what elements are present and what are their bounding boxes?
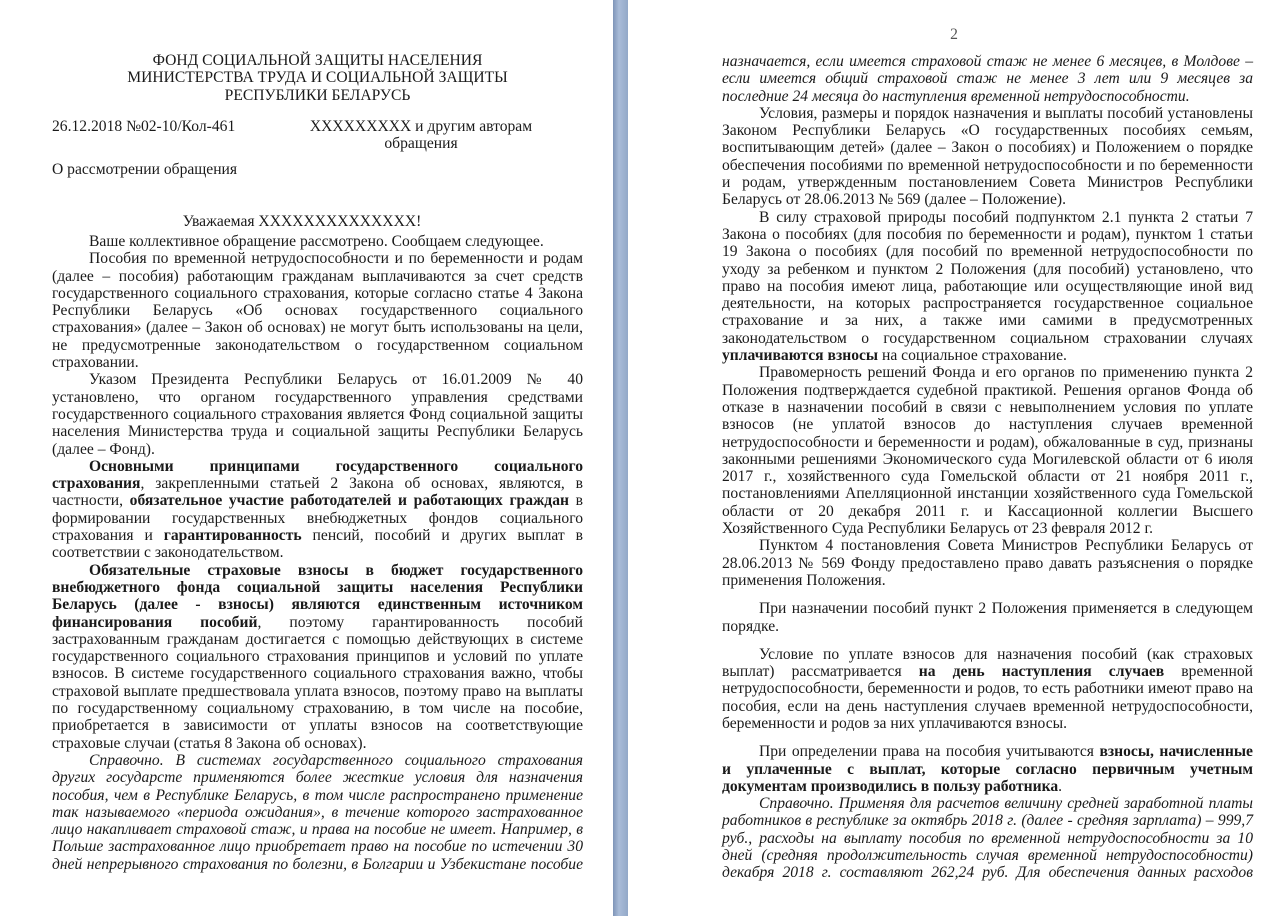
paragraph (722, 600, 1253, 635)
text-run: Указом Президента Республики Беларусь от 16.01.2009 № 40 установлено, что органом государственного управления средствами государственного социального страхования является Фонд социальной защиты населения Министерства труда и социальной защиты Республики Беларусь (далее – Фонд). (52, 371, 583, 458)
header-line: МИНИСТЕРСТВА ТРУДА И СОЦИАЛЬНОЙ ЗАЩИТЫ (127, 69, 508, 87)
text-run: в формировании государственных внебюджетных фондов социального страхования и (52, 492, 583, 545)
paragraph (52, 562, 583, 752)
paragraph (722, 364, 1253, 537)
text-run: временной нетрудоспособности, беременности и родов, то есть работники имеют право на пособия, если на день наступления случаев временной нетрудоспособности, беременности и родов за них уплачиваются взносы. (722, 663, 1253, 732)
document-date-number: 26.12.2018 №02-10/Кол-461 (52, 118, 236, 135)
page-separator (613, 0, 628, 916)
bold-text: взносы, начисленные и уплаченные с выплат, которые согласно первичным учетным документам производились в пользу работника (722, 743, 1253, 795)
paragraph (722, 795, 1253, 881)
addressee (306, 118, 536, 153)
page-number: 2 (950, 26, 958, 43)
paragraph (722, 743, 1253, 795)
bold-text: на день наступления случаев (918, 663, 1165, 681)
text-run: В силу страховой природы пособий подпунктом 2.1 пункта 2 статьи 7 Закона о пособиях (для пособия по беременности и родам), пунктом 1 статьи 19 Закона о пособиях (для пособий по временной нетрудоспособности по уходу за ребенком и пунктом 2 Положения (для пособий) установлено, что право на пособия имеют лица, работающие или осуществляющие иной вид деятельности, на которых распространяется государственное социальное страхование и за них, а также ими самими в предусмотренных законодательством о государственном социальном страховании случаях (722, 208, 1253, 347)
document-subject: О рассмотрении обращения (52, 161, 238, 178)
paragraph (52, 752, 583, 873)
paragraph (52, 458, 583, 562)
text-run: При определении права на пособия учитываются (759, 743, 1100, 761)
paragraph (722, 209, 1253, 365)
bold-text: гарантированность (163, 527, 302, 545)
text-run: При назначении пособий пункт 2 Положения применяется в следующем порядке. (722, 600, 1253, 635)
text-run: Пособия по временной нетрудоспособности и по беременности и родам (далее – пособия) работающим гражданам выплачиваются за счет средств государственного социального страхования, которые согласно статье 4 Закона Республики Беларусь «Об основах государственного социального страхования» (далее – Закон об основах) не могут быть использованы на цели, не предусмотренные законодательством о государственном социальном страховании. (52, 250, 583, 372)
document-page-2 (628, 0, 1280, 916)
document-page-1 (0, 0, 613, 916)
text-run: пенсий, пособий и других выплат в соответствии с законодательством. (52, 527, 583, 562)
paragraph (52, 233, 583, 250)
page-2-body (722, 53, 1253, 882)
text-run: Пунктом 4 постановления Совета Министров Республики Беларусь от 28.06.2013 № 569 Фонду предоставлено право давать разъяснения о порядке применения Положения. (722, 537, 1253, 589)
bold-text: Основными принципами государственного социального страхования (52, 457, 583, 493)
text-run: Правомерность решений Фонда и его органов по применению пункта 2 Положения подтверждается судебной практикой. Решения органов Фонда об отказе в назначении пособий в связи с невыполнением условия по уплате взносов (не уплатой взносов до наступления случаев временной нетрудоспособности и беременности и родам), обжалованные в суд, признаны законными решениями Экономического суда Могилевской области от 6 июля 2017 г., хозяйственного суда Гомельской области от 21 ноября 2011 г., постановлениями Апелляционной инстанции хозяйственного суда Гомельской области от 20 декабря 2011 г. и Кассационной коллегии Высшего Хозяйственного Суда Республики Беларусь от 23 февраля 2012 г. (722, 364, 1253, 538)
organization-header (52, 52, 583, 104)
bold-text: уплачиваются взносы (722, 347, 879, 365)
paragraph (52, 371, 583, 457)
paragraph (722, 53, 1253, 105)
addressee-line: XXXXXXXXX и другим авторам (309, 118, 533, 135)
text-run: . (1058, 777, 1063, 795)
text-run: Ваше коллективное обращение рассмотрено. Сообщаем следующее. (89, 233, 544, 250)
greeting: Уважаемая XXXXXXXXXXXXXX! (182, 213, 422, 230)
paragraph (52, 250, 583, 371)
text-run: на социальное страхование. (878, 347, 1067, 365)
header-line: ФОНД СОЦИАЛЬНОЙ ЗАЩИТЫ НАСЕЛЕНИЯ (152, 52, 483, 69)
text-run: , поэтому гарантированность пособий застрахованным гражданам достигается с помощью действующих в системе государственного социального страхования принципов и условий по уплате взносов. В системе государственного социального страхования важно, чтобы страховой выплате предшествовала уплата взносов, поэтому право на выплаты по государственному социальному страхованию, в том числе на пособие, приобретается в зависимости от уплаты взносов на соответствующие страховые случаи (статья 8 Закона об основах). (52, 613, 583, 752)
paragraph (722, 537, 1253, 589)
italic-text: Справочно. В системах государственного социального страхования других государсте применяются более жесткие условия для назначения пособия, чем в Республике Беларусь, в том числе распространено применение так называемого «периода ожидания», в течение которого застрахованное лицо накапливает страховой стаж, и права на пособие не имеет. Например, в Польше застрахованное лицо приобретает право на пособие по истечении 30 дней непрерывного страхования по болезни, в Болгарии и Узбекистане пособие (52, 751, 583, 873)
text-run: , закрепленными статьей 2 Закона об основах, являются, в частности, (52, 475, 583, 510)
paragraph (722, 646, 1253, 732)
bold-text: обязательное участие работодателей и работающих граждан (129, 492, 569, 510)
paragraph (722, 105, 1253, 209)
text-run: Условие по уплате взносов для назначения пособий (как страховых выплат) рассматривается (722, 645, 1253, 681)
bold-text: Обязательные страховые взносы в бюджет государственного внебюджетного фонда социальной защиты населения Республики Беларусь (далее - взносы) являются единственным источником финансирования пособий (52, 561, 583, 631)
header-line: РЕСПУБЛИКИ БЕЛАРУСЬ (224, 86, 411, 104)
addressee-line: обращения (384, 135, 458, 153)
text-run: Условия, размеры и порядок назначения и выплаты пособий установлены Законом Республики Беларусь «О государственных пособиях семьям, воспитывающим детей» (далее – Закон о пособиях) и Положением о порядке обеспечения пособиями по временной нетрудоспособности и по беременности и родам, утвержденным постановлением Совета Министров Республики Беларусь от 28.06.2013 № 569 (далее – Положение). (722, 104, 1253, 209)
italic-text: назначается, если имеется страховой стаж не менее 6 месяцев, в Молдове – если имеется общий страховой стаж не менее 3 лет или 9 месяцев за последние 24 месяца до наступления временной нетрудоспособности. (722, 53, 1253, 105)
page-1-body (52, 233, 583, 873)
italic-text: Справочно. Применяя для расчетов величину средней заработной платы работников в республике за октябрь 2018 г. (далее - средняя зарплата) – 999,7 руб., расходы на выплату пособия по временной нетрудоспособности за 10 дней (средняя продолжительность случая временной нетрудоспособности) декабря 2018 г. составляют 262,24 руб. Для обеспечения данных расходов (722, 795, 1253, 882)
